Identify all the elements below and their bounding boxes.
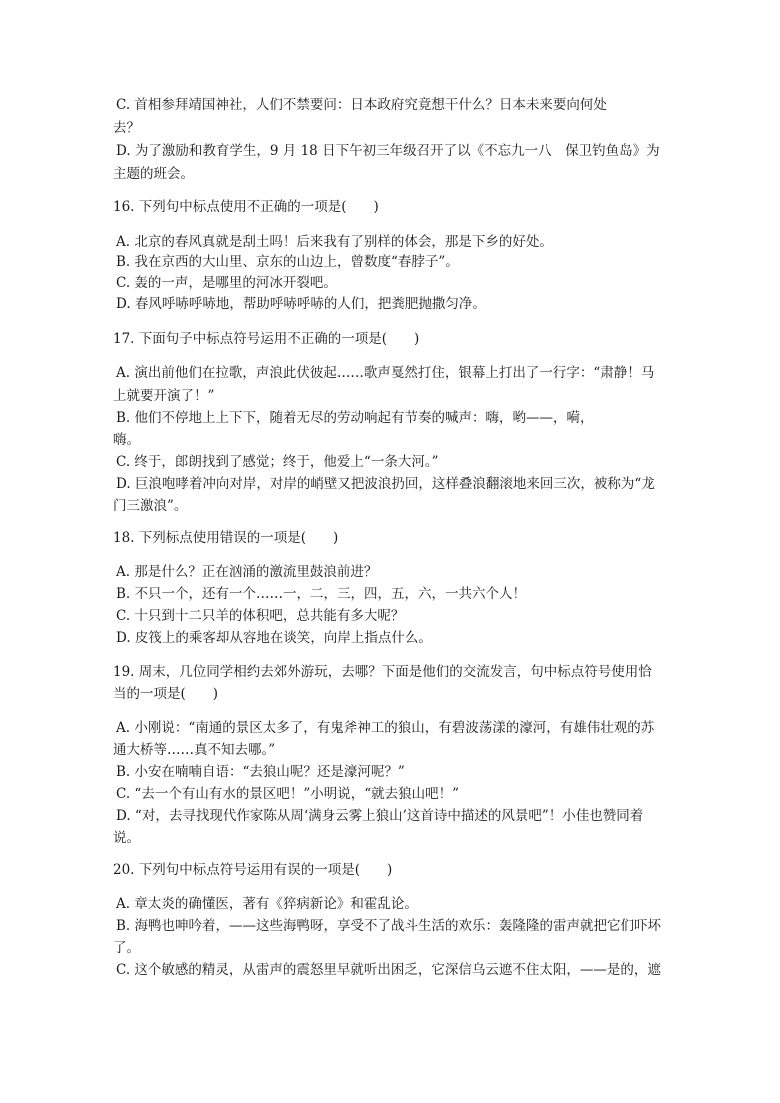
q19-option-a-line1: A. 小刚说：“南通的景区太多了，有鬼斧神工的狼山，有碧波荡漾的濠河，有雄伟壮观的苏 — [116, 720, 655, 736]
q19-stem-line1: 19. 周末，几位同学相约去郊外游玩，去哪？下面是他们的交流发言，句中标点符号使用恰 — [113, 664, 652, 680]
q16-option-c: C. 轰的一声，是哪里的河冰开裂吧。 — [116, 275, 337, 291]
q20-option-c-line1: C. 这个敏感的精灵，从雷声的震怒里早就听出困乏，它深信乌云遮不住太阳，——是的，遮 — [116, 962, 661, 978]
q17-option-b-line1: B. 他们不停地上上下下，随着无尽的劳动响起有节奏的喊声：嗨，哟——，嗬， — [116, 410, 594, 426]
q18-option-c: C. 十只到十二只羊的体积吧，总共能有多大呢？ — [116, 608, 405, 624]
q18-option-a: A. 那是什么？正在汹涌的激流里鼓浪前进？ — [116, 564, 378, 580]
q17-option-d-line1: D. 巨浪咆哮着冲向对岸，对岸的峭壁又把波浪扔回，这样叠浪翻滚地来回三次，被称为“龙 — [116, 476, 655, 492]
q17-option-d-line2: 门三激浪”。 — [113, 498, 188, 514]
q18-stem: 18. 下列标点使用错误的一项是( ) — [113, 530, 339, 546]
q17-option-a-line1: A. 演出前他们在拉歌，声浪此伏彼起……歌声戛然打住，银幕上打出了一行字：“肃静！马 — [116, 365, 655, 381]
q17-option-c: C. 终于，郎朗找到了感觉；终于，他爱上“一条大河。” — [116, 454, 439, 470]
q20-stem: 20. 下列句中标点符号运用有误的一项是( ) — [113, 862, 393, 878]
q16-option-b: B. 我在京西的大山里、京东的山边上，曾数度“春脖子”。 — [116, 254, 459, 270]
q20-option-b-line2: 了。 — [113, 940, 140, 956]
q16-option-d: D. 春风呼哧呼哧地，帮助呼哧呼哧的人们，把粪肥抛撒匀净。 — [116, 296, 486, 312]
q19-stem-line2: 当的一项是( ) — [113, 686, 219, 702]
q15-option-d-line1: D. 为了激励和教育学生，9 月 18 日下午初三年级召开了以《不忘九一八 保卫钓鱼岛》为 — [116, 143, 660, 159]
q17-stem: 17. 下面句子中标点符号运用不正确的一项是( ) — [113, 331, 420, 347]
q19-option-a-line2: 通大桥等……真不知去哪。” — [113, 742, 276, 758]
q18-option-d: D. 皮筏上的乘客却从容地在谈笑，向岸上指点什么。 — [116, 630, 432, 646]
q19-option-c: C. “去一个有山有水的景区吧！”小明说，“就去狼山吧！” — [116, 786, 460, 802]
q20-option-b-line1: B. 海鸭也呻吟着，——这些海鸭呀，享受不了战斗生活的欢乐：轰隆隆的雷声就把它们吓坏 — [116, 918, 662, 934]
q20-option-a: A. 章太炎的确懂医，著有《猝病新论》和霍乱论。 — [116, 896, 418, 912]
q17-option-b-line2: 嗨。 — [113, 432, 140, 448]
q16-stem: 16. 下列句中标点使用不正确的一项是( ) — [113, 199, 379, 215]
q18-option-b: B. 不只一个，还有一个……一，二，三，四，五，六，一共六个人！ — [116, 586, 527, 602]
q16-option-a: A. 北京的春风真就是刮土吗！后来我有了别样的体会，那是下乡的好处。 — [116, 234, 553, 250]
q19-option-d-line1: D. “对，去寻找现代作家陈从周‘满身云雾上狼山’这首诗中描述的风景吧”！小佳也赞同着 — [116, 808, 644, 824]
q19-option-d-line2: 说。 — [113, 830, 140, 846]
q17-option-a-line2: 上就要开演了！” — [113, 388, 215, 404]
q15-option-c-line1: C. 首相参拜靖国神社，人们不禁要问：日本政府究竟想干什么？日本未来要向何处 — [116, 97, 607, 113]
q15-option-d-line2: 主题的班会。 — [113, 166, 194, 182]
q19-option-b: B. 小安在喃喃自语：“去狼山呢？还是濠河呢？” — [116, 764, 405, 780]
q15-option-c-line2: 去？ — [113, 120, 140, 136]
